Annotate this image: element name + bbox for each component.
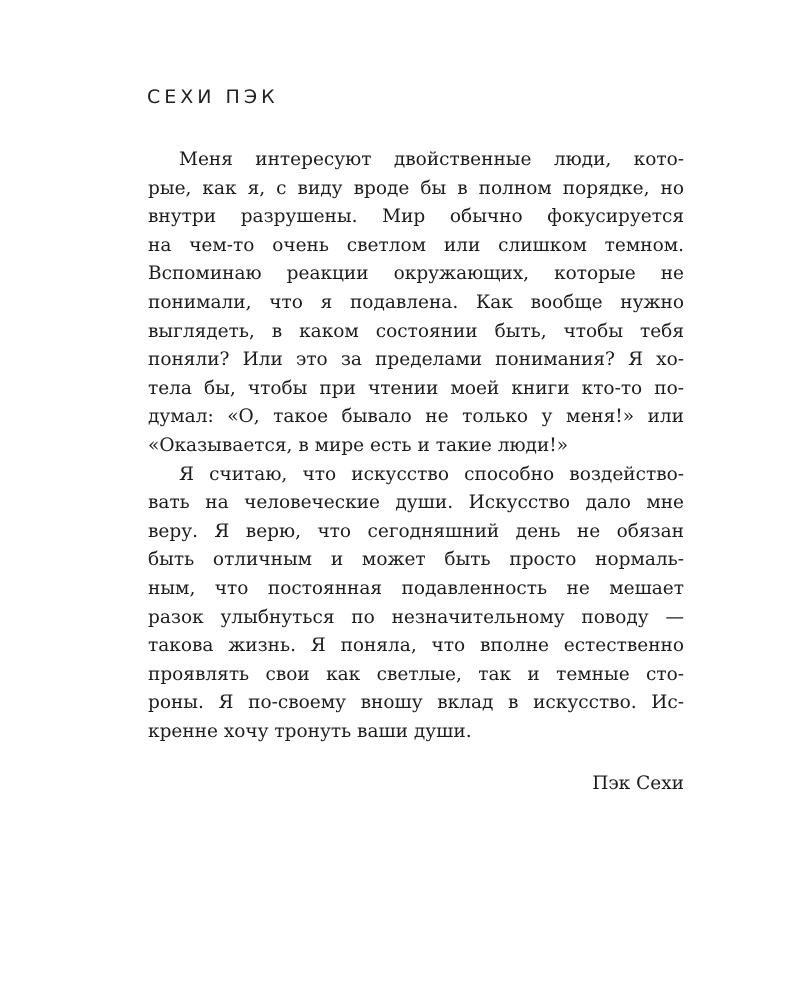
text-line: рые, как я, с виду вроде бы в полном порядке, но (148, 177, 684, 199)
text-line: Вспоминаю реакции окружающих, которые не (148, 263, 684, 285)
text-line: думал: «О, такое бывало не только у меня!» или (148, 406, 684, 428)
text-line: быть отличным и может быть просто нормаль- (148, 549, 684, 571)
text-line: роны. Я по-своему вношу вклад в искусство. Ис- (148, 692, 684, 714)
body-text (148, 146, 684, 746)
text-line: внутри разрушены. Мир обычно фокусируется (148, 206, 684, 228)
text-line: разок улыбнуться по незначительному поводу — (148, 606, 684, 628)
text-line: проявлять свои как светлые, так и темные сто- (148, 663, 684, 685)
text-line: поняли? Или это за пределами понимания? Я хо- (148, 349, 684, 371)
text-line: кренне хочу тронуть ваши души. (148, 720, 472, 742)
text-line: тела бы, чтобы при чтении моей книги кто-то по- (148, 377, 684, 399)
text-line: понимали, что я подавлена. Как вообще нужно (148, 291, 684, 313)
text-line: Меня интересуют двойственные люди, кото- (179, 149, 684, 170)
text-line: на чем-то очень светлом или слишком темном. (148, 234, 684, 256)
text-line: ным, что постоянная подавленность не мешает (148, 577, 684, 599)
text-line: Я считаю, что искусство способно воздейство- (179, 463, 684, 485)
text-line: такова жизнь. Я поняла, что вполне естественно (148, 635, 684, 657)
text-line: вать на человеческие души. Искусство дало мне (148, 492, 684, 514)
running-head: СЕХИ ПЭК (147, 86, 279, 108)
text-line: «Оказывается, в мире есть и такие люди!» (148, 434, 569, 456)
paragraph (148, 146, 684, 461)
author-signature: Пэк Сехи (592, 773, 684, 794)
paragraph (148, 461, 684, 747)
text-line: выглядеть, в каком состоянии быть, чтобы тебя (148, 320, 684, 342)
text-line: веру. Я верю, что сегодняшний день не обязан (148, 520, 684, 542)
